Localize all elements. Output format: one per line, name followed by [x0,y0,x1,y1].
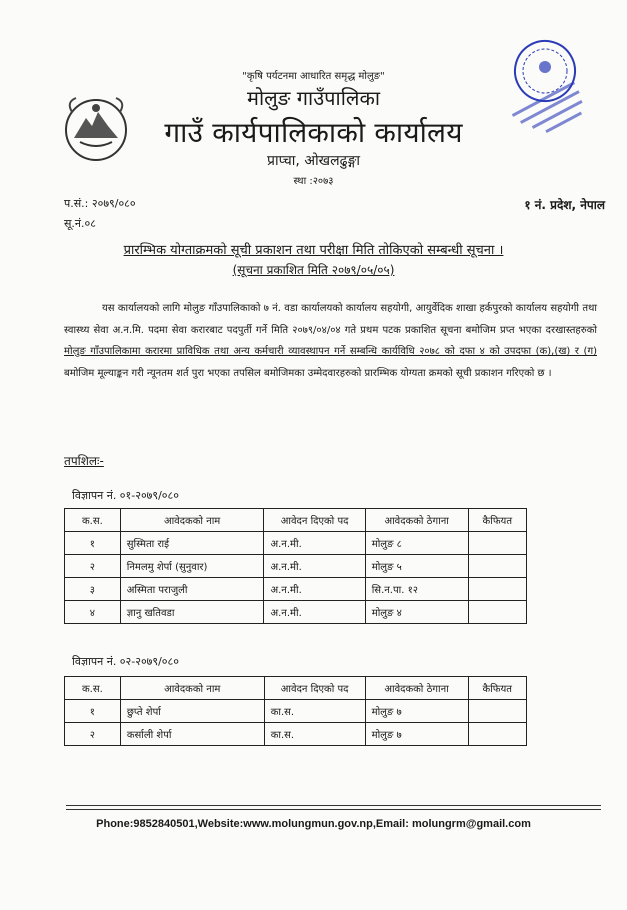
notice-body [64,298,597,384]
cell-address: मोलुङ ४ [365,601,468,624]
cell-address: सि.न.पा. १२ [365,578,468,601]
table-row [65,532,527,555]
cell-remarks [468,555,526,578]
col-sn: क.स. [65,509,121,532]
footer-divider [66,805,601,806]
office-title: गाउँ कार्यपालिकाको कार्यालय [164,116,463,149]
province-label: १ नं. प्रदेश, नेपाल [524,198,605,212]
col-name: आवेदकको नाम [120,509,264,532]
col-sn: क.स. [65,677,121,700]
notice-subject: प्रारम्भिक योग्ताक्रमको सूची प्रकाशन तथा परीक्षा मिति तोकिएको सम्बन्धी सूचना । [123,243,504,258]
cell-sn: ४ [65,601,121,624]
footer-contact: Phone:9852840501,Website:www.molungmun.gov.np,Email: molungrm@gmail.com [96,818,531,830]
cell-remarks [468,578,526,601]
table-row [65,555,527,578]
cell-post: अ.न.मी. [264,601,365,624]
footer-divider-thin [66,809,601,810]
cell-remarks [468,723,526,746]
cell-post: अ.न.मी. [264,578,365,601]
cell-post: अ.न.मी. [264,555,365,578]
advert-1-table [64,508,527,624]
table-row [65,601,527,624]
col-name: आवेदकको नाम [120,677,264,700]
cell-post: अ.न.मी. [264,532,365,555]
cell-name: निमलमु शेर्पा (सुनुवार) [120,555,264,578]
cell-remarks [468,532,526,555]
cell-sn: १ [65,700,121,723]
cell-sn: १ [65,532,121,555]
advert-1-label: विज्ञापन नं. ०१-२०७९/०८० [72,489,179,502]
details-label: तपशिलः- [64,454,104,468]
cell-address: मोलुङ ८ [365,532,468,555]
cell-post: का.स. [264,723,365,746]
cell-remarks [468,601,526,624]
cell-post: का.स. [264,700,365,723]
col-remarks: कैफियत [468,509,526,532]
cell-name: ज्ञानु खतिवडा [120,601,264,624]
published-date: (सूचना प्रकाशित मिति २०७९/०५/०५) [232,263,395,277]
col-address: आवेदकको ठेगाना [365,677,468,700]
cell-name: छुप्ते शेर्पा [120,700,264,723]
cell-remarks [468,700,526,723]
office-address: प्राप्चा, ओखलढुङ्गा [267,153,360,169]
slogan: "कृषि पर्यटनमा आधारित समृद्ध मोलुङ" [242,71,385,82]
table-header-row [65,677,527,700]
cell-name: सुस्मिता राई [120,532,264,555]
col-address: आवेदकको ठेगाना [365,509,468,532]
table-row [65,700,527,723]
cell-sn: २ [65,723,121,746]
dispatch-number: सू.नं.०८ [64,217,96,230]
col-remarks: कैफियत [468,677,526,700]
cell-name: कर्साली शेर्पा [120,723,264,746]
body-text-part1: यस कार्यालयको लागि मोलुङ गाँउपालिकाको ७ नं. वडा कार्यालयको कार्यालय सहयोगी, आयुर्वेदिक शाखा हर्कपुरको कार्यालय सहयोगी तथा स्वास्थ्य सेवा अ.न.मि. पदमा सेवा करारबाट पदपुर्ती गर्ने मिति २०७९/०४/०४ गते प्रथम पटक प्रकाशित सूचना बमोजिम प्रप्त भएका दरखास्तहरुको [64,303,597,336]
cell-address: मोलुङ ७ [365,700,468,723]
table-header-row [65,509,527,532]
advert-2-label: विज्ञापन नं. ०२-२०७९/०८० [72,655,179,668]
col-post: आवेदन दिएको पद [264,509,365,532]
letter-number: प.सं.: २०७९/०८० [64,197,136,210]
cell-address: मोलुङ ७ [365,723,468,746]
cell-address: मोलुङ ५ [365,555,468,578]
body-text-part2: बमोजिम मूल्याङ्कन गरी न्यूनतम शर्त पुरा भएका तपसिल बमोजिमका उम्मेदवारहरुको प्रारम्भिक योग्यता क्रमको सूची प्रकाशन गरिएको छ । [64,367,552,379]
col-post: आवेदन दिएको पद [264,677,365,700]
table-row [65,578,527,601]
advert-2-table [64,676,527,746]
body-text-underlined: मोलुङ गाँउपालिकामा करारमा प्राविधिक तथा अन्य कर्मचारी व्यावस्थापन गर्ने सम्बन्धि कार्यविधि २०७८ को दफा ४ को उपदफा (क),(ख) र (ग) [64,346,597,357]
cell-name: अस्मिता पराजुली [120,578,264,601]
established-year: स्था :२०७३ [293,176,334,187]
cell-sn: ३ [65,578,121,601]
cell-sn: २ [65,555,121,578]
table-row [65,723,527,746]
municipality-name: मोलुङ गाउँपालिका [246,86,381,110]
